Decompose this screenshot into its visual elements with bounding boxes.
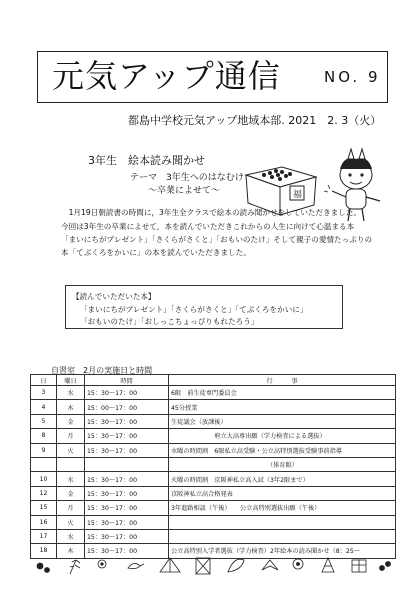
cell-day: 16 [31, 515, 57, 529]
table-row [31, 457, 396, 471]
cell-dow [57, 457, 85, 471]
newsletter-title: 元気アップ通信 [52, 57, 281, 95]
beans-icon [380, 562, 391, 571]
body-line-3: 「まいにちがプレゼント」「さくらがさくと」「おもいのたけ」そして親子の愛情たっぷりの [61, 235, 373, 244]
books-line-2: 「おもいのたけ」「おしっこちょっぴりもれたろう」 [80, 317, 259, 326]
cell-day: 9 [31, 443, 57, 457]
body-line-1: 1月19日朝読書の時間に，3年生全クラスで絵本の読み聞かせをしていただきました。 [61, 208, 362, 217]
cell-time: 15：30〜17：00 [85, 544, 169, 558]
cell-event: 府立大高専出願（学力検査による選抜） [169, 429, 396, 443]
cell-dow: 金 [57, 414, 85, 428]
cell-day: 15 [31, 501, 57, 515]
cell-dow: 火 [57, 443, 85, 457]
body-line-2: 今回は3年生の卒業によせて，本を読んでいただきこれからの人生に向けて心温まる本 [61, 222, 355, 231]
cell-event: 火曜の時間割 京阪神私立高入試（3年2限まで） [169, 472, 396, 486]
cell-time: 15：30〜17：00 [85, 414, 169, 428]
cell-time: 15：30〜17：00 [85, 429, 169, 443]
table-row [31, 515, 396, 529]
cell-event: 45分授業 [169, 400, 396, 414]
cell-time: 15：30〜17：00 [85, 472, 169, 486]
schedule-title: 自習室 2月の実施日と時間 [51, 366, 153, 375]
school-date-line: 都島中学校元気アップ地域本部. 2021 2. 3（火） [128, 114, 382, 127]
title-box [37, 51, 388, 103]
table-row [31, 529, 396, 543]
cell-time: 15：30〜17：00 [85, 486, 169, 500]
theme-subline: ～卒業によせて～ [148, 186, 221, 196]
cell-event: 生徒議会（放課後） [169, 414, 396, 428]
cell-day: 12 [31, 486, 57, 500]
cell-dow: 水 [57, 386, 85, 400]
bottom-decoration [30, 548, 395, 580]
sprig-icon [70, 560, 80, 574]
cell-time: 15：30〜17：00 [85, 515, 169, 529]
svg-text:福: 福 [293, 190, 303, 200]
bird-icon [128, 563, 144, 568]
schedule-table [30, 374, 396, 559]
bean-icon [37, 563, 50, 573]
cell-event: 公立高特別入学者選抜（学力検査）2年絵本の読み聞かせ（8：25〜 [169, 544, 396, 558]
body-line-4: 本「てぶくろをかいに」の本を読んでいただきました。 [61, 248, 251, 257]
cell-time: 15：00〜17：00 [85, 400, 169, 414]
cell-dow: 木 [57, 544, 85, 558]
cell-day: 17 [31, 529, 57, 543]
cell-day: 3 [31, 386, 57, 400]
pine-icon [322, 558, 334, 572]
books-line-1: 「まいにちがプレゼント」「さくらがさくと」「てぶくろをかいに」 [80, 305, 308, 314]
books-heading: 【読んでいただいた本】 [72, 292, 156, 301]
table-row [31, 472, 396, 486]
table-row [31, 429, 396, 443]
table-row [31, 443, 396, 457]
flower-icon [98, 560, 106, 568]
cell-dow: 金 [57, 486, 85, 500]
cell-event [169, 529, 396, 543]
header-dow: 曜日 [57, 375, 85, 386]
hourglass-icon [196, 558, 210, 574]
cell-time: 15：30〜17：00 [85, 443, 169, 457]
cell-day: 4 [31, 400, 57, 414]
table-row [31, 486, 396, 500]
leaf-icon [228, 559, 244, 572]
cell-day: 10 [31, 472, 57, 486]
section-title: 3年生 絵本読み聞かせ [88, 154, 205, 167]
cell-event [169, 515, 396, 529]
cell-dow: 火 [57, 515, 85, 529]
cell-dow: 水 [57, 529, 85, 543]
plum-icon [293, 559, 303, 569]
cell-event: （体育館） [169, 457, 396, 471]
crane-icon [262, 560, 278, 570]
cell-event: 京阪神私立高合格発表 [169, 486, 396, 500]
cell-dow: 月 [57, 429, 85, 443]
cell-dow: 水 [57, 472, 85, 486]
cell-day [31, 457, 57, 471]
cell-dow: 月 [57, 501, 85, 515]
table-row [31, 400, 396, 414]
cell-time: 15：30〜17：00 [85, 386, 169, 400]
cell-event: 6限 前生徒専門委員会 [169, 386, 396, 400]
cell-time [85, 457, 169, 471]
cell-day: 8 [31, 429, 57, 443]
cell-dow: 木 [57, 400, 85, 414]
cell-event: 水曜の時間割 6限私立高受験・公立高特別選抜受験事前指導 [169, 443, 396, 457]
cell-day: 18 [31, 544, 57, 558]
cell-time: 15：30〜17：00 [85, 501, 169, 515]
gift-icon [352, 560, 366, 572]
table-row [31, 501, 396, 515]
schedule-header-row [31, 375, 396, 386]
table-row [31, 414, 396, 428]
header-day: 日 [31, 375, 57, 386]
cell-event: 3年進路相談（午後） 公立高特別選抜出願（午後） [169, 501, 396, 515]
books-box [65, 285, 343, 329]
theme-line: テーマ 3年生へのはなむけ [130, 173, 244, 183]
issue-number: NO. 9 [324, 68, 381, 86]
cell-day: 5 [31, 414, 57, 428]
header-time: 時間 [85, 375, 169, 386]
header-event: 行 事 [169, 375, 396, 386]
fan-icon [160, 558, 180, 572]
cell-time: 15：30〜17：00 [85, 529, 169, 543]
table-row [31, 386, 396, 400]
